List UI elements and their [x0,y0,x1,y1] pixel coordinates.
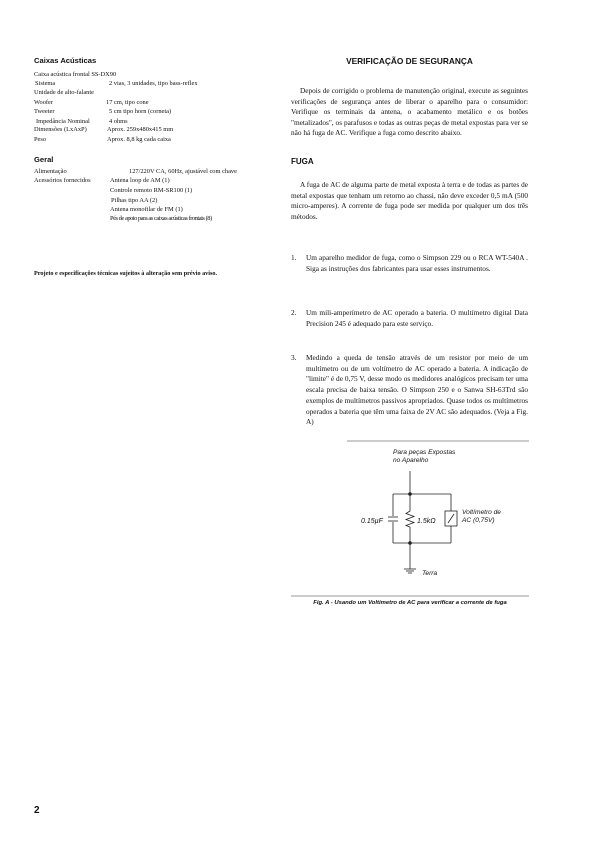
power-value: 127/220V CA, 60Hz, ajustável com chave [129,168,237,175]
specs-notice: Projeto e especificações técnicas sujeitos à alteração sem prévio aviso. [34,270,218,277]
exposed-parts-label-line2: no Aparelho [393,457,429,465]
section-heading: FUGA [291,157,314,166]
spec-label: Peso [34,136,47,143]
power-label: Alimentação [34,168,67,175]
accessory-item: Controle remoto RM-SR100 (1) [110,187,193,194]
exposed-parts-label-line1: Para peças Expostas [393,449,456,456]
accessory-item: Pilhas tipo AA (2) [111,197,158,204]
method-item [291,353,528,433]
spec-row-system [34,79,264,88]
item-text: Um aparelho medidor de fuga, como o Simpson 229 ou o RCA WT-540A . Siga as instruções dos fabricantes para usar esses instrumentos. [306,253,528,273]
general-heading: Geral [34,155,54,164]
page-title: VERIFICAÇÃO DE SEGURANÇA [346,56,473,66]
spec-value: 5 cm tipo horn (corneta) [109,108,172,115]
accessory-item: Antena monofilar de FM (1) [110,206,183,213]
voltmeter-needle [448,514,454,523]
accessory-item: Pés de apoio para as caixas acústicas frontais (8) [110,215,212,222]
general-spec-table [34,167,264,227]
spec-label: Dimensões (LxAxP) [34,126,87,133]
spec-label: Impedância Nominal [36,118,90,125]
item-text: Um mili-amperímetro de AC operado a bateria. O multímetro digital Data Precision 245 é adequado para este serviço. [306,308,528,328]
spec-value: Aprox. 259x480x415 mm [107,126,174,133]
exposed-parts-label [393,449,455,466]
method-item [291,253,528,287]
capacitor-label: 0.15µF [361,518,383,525]
resistor-label: 1.5kΩ [417,518,436,525]
accessory-item: Antena loop de AM (1) [110,177,170,184]
spec-row-driver-units [34,88,264,97]
spec-row-tweeter [34,107,264,116]
speakers-spec-table [34,79,264,145]
figure-a [291,440,529,610]
spec-value: 17 cm, tipo cone [106,99,149,106]
spec-value: 2 vias, 3 unidades, tipo bass-reflex [109,80,198,87]
ground-label: Terra [422,570,438,577]
spec-row-woofer [34,98,264,107]
spec-label: Woofer [34,99,54,106]
spec-value: 4 ohms [109,118,128,125]
spec-label: Tweeter [34,108,55,115]
voltmeter-label-line1: Voltímetro de [462,509,501,516]
voltmeter-label [462,509,501,526]
spec-label: Unidade de alto-falante [34,89,94,96]
accessories-label: Acessórios fornecidos [34,177,91,184]
item-number: 2. [291,308,297,317]
spec-row-dimensions [34,125,264,134]
spec-label: Sistema [35,80,56,87]
page-number: 2 [34,805,40,816]
speakers-title: Caixa acústica frontal SS-DX90 [34,71,117,78]
item-number: 3. [291,353,297,362]
voltmeter-label-line2: AC (0,75V) [462,517,495,525]
intro-paragraph: Depois de corrigido o problema de manutenção original, execute as seguintes verificações de segurança antes de liberar o aparelho para o consumidor: Verifique os terminais da antena, o acabamento metálico e os botões "metalizados", os parafusos e todas as outras peças de metal expostas para ver se não há fuga de AC. Verifique a fuga como descrito abaixo. [291,86,528,138]
figure-caption: Fig. A - Usando um Voltímetro de AC para verificar a corrente de fuga [313,600,507,606]
section-paragraph: A fuga de AC de alguma parte de metal exposta à terra e de todas as partes de metal expostas que tenham um retorno ao chassi, não deve exceder 0,5 mA (500 micro-amperes). A corrente de fuga pode ser medida por qualquer um dos três métodos. [291,180,528,221]
resistor-zigzag [406,494,414,543]
item-number: 1. [291,253,297,262]
spec-row-weight [34,135,264,144]
speakers-heading: Caixas Acústicas [34,56,97,65]
method-item [291,308,528,332]
spec-value: Aprox. 8,8 kg cada caixa [107,136,171,143]
item-text: Medindo a queda de tensão através de um resistor por meio de um multímetro ou de um voltímetro de AC operado a bateria. A indicação de "limite" é de 0,75 V, desse modo os medidores analógicos precisam ter uma escala precisa de baixa tensão. O Simpson 250 e o Sanwa SH-63Trd são exemplos de multímetros passivos apropriados. Quase todos os multímetros operados a bateria que têm uma faixa de 2V AC são adequados. (Veja a Fig. A) [306,353,528,427]
